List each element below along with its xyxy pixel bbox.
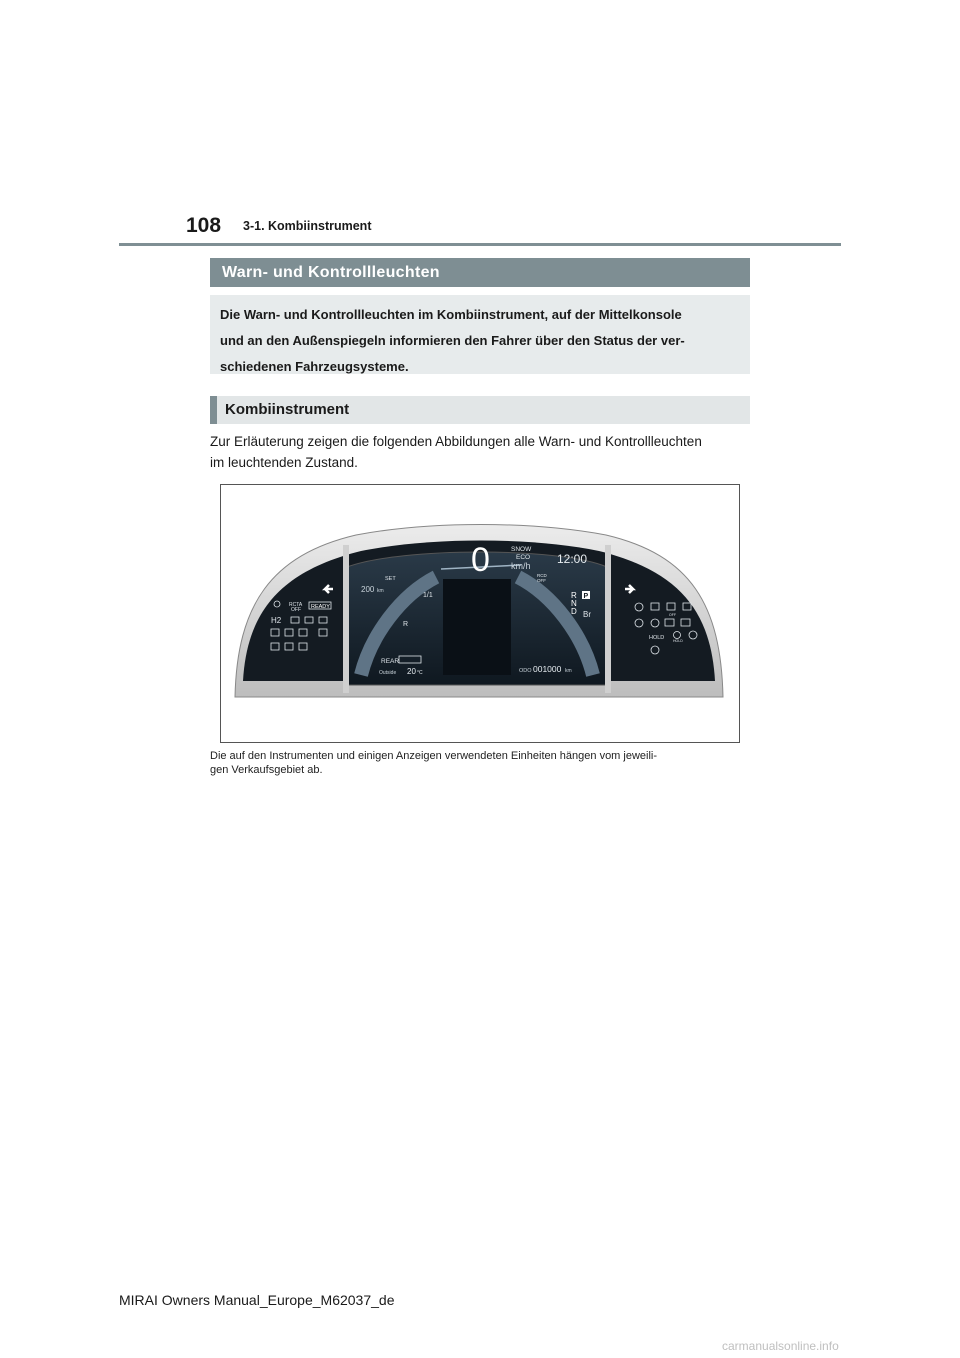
fraction-indicator: 1/1 [423,592,433,599]
gear-r: R [571,591,577,600]
subheading: Kombiinstrument [210,396,750,424]
page-number: 108 [186,214,222,237]
snow-indicator: SNOW [511,546,532,553]
brake-hold-label: HOLD [673,639,683,643]
watermark: carmanualsonline.info [722,1339,839,1353]
h2-indicator: H2 [271,616,282,625]
rear-label: REAR [381,658,400,665]
body-line: Zur Erläuterung zeigen die folgenden Abbildungen alle Warn- und Kontrollleuchten [210,434,702,449]
r-marker: R [403,621,409,628]
outside-label: Outside [379,670,397,676]
cluster-figure [220,484,740,743]
range-value: 200 [361,585,375,594]
section-label: 3-1. Kombiinstrument [243,219,372,233]
gear-p: P [583,593,589,600]
intro-line: und an den Außenspiegeln informieren den Fahrer über den Status der ver- [220,333,685,348]
clock: 12:00 [557,552,588,566]
body-text [210,431,750,473]
instrument-cluster-illustration [221,485,739,742]
speed-value: 0 [471,541,490,579]
set-indicator: SET [385,576,396,582]
br-indicator: Br [583,610,591,619]
figure-caption [210,749,750,777]
gear-n: N [571,599,577,608]
range-unit: km [377,588,384,594]
rcta-off: OFF [291,607,301,613]
odo-unit: km [565,668,572,674]
speed-unit: km/h [511,561,531,571]
caption-line: Die auf den Instrumenten und einigen Anzeigen verwendeten Einheiten hängen vom jeweili- [210,750,658,762]
off-label: OFF [669,613,676,617]
eco-indicator: ECO [516,554,531,561]
odo-label: ODO [519,668,532,674]
rcd-off-line2: OFF [537,578,546,583]
left-divider [343,545,349,693]
outside-temp: 20 [407,667,416,676]
intro-line: schiedenen Fahrzeugsysteme. [220,359,409,374]
outside-temp-unit: °C [417,670,423,676]
caption-line: gen Verkaufsgebiet ab. [210,764,323,776]
intro-line: Die Warn- und Kontrollleuchten im Kombiinstrument, auf der Mittelkonsole [220,307,682,322]
body-line: im leuchtenden Zustand. [210,455,358,470]
intro-box [210,295,750,374]
odo-value: 001000 [533,664,562,674]
ready-indicator: READY [311,604,330,610]
gear-d: D [571,607,577,616]
header-rule [119,243,841,246]
section-title: Warn- und Kontrollleuchten [210,258,750,287]
footer: MIRAI Owners Manual_Europe_M62037_de [119,1292,395,1308]
rcd-off-line1: RCD [537,573,547,578]
right-divider [605,545,611,693]
rcta-label: RCTA [289,602,303,608]
center-screen [443,579,511,675]
hold-indicator: HOLD [649,635,665,641]
